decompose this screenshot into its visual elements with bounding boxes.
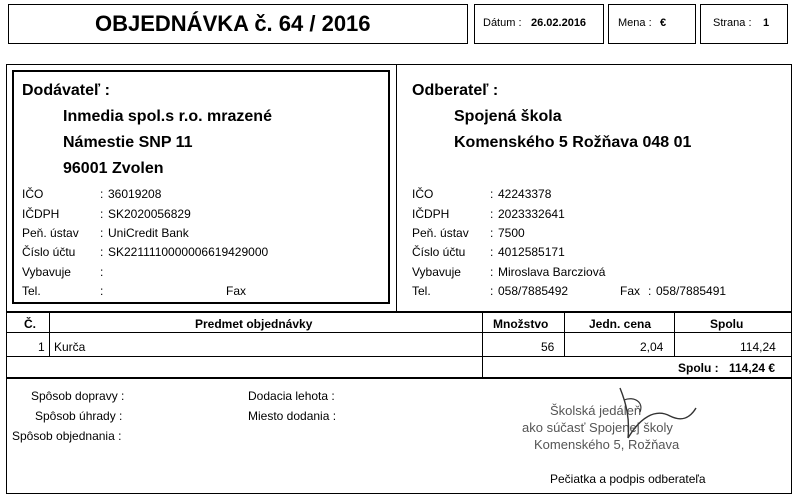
supplier-bank-value: UniCredit Bank xyxy=(108,226,189,240)
sum-value: 114,24 € xyxy=(729,361,776,375)
customer-fax-label: Fax xyxy=(620,284,641,298)
customer-ico-value: 42243378 xyxy=(498,187,552,201)
col-divider-1 xyxy=(49,312,50,356)
parties-divider xyxy=(396,64,397,312)
customer-heading: Odberateľ : xyxy=(412,82,499,99)
customer-account-value: 4012585171 xyxy=(498,245,565,259)
page-value: 1 xyxy=(763,17,770,29)
delivery-term-label: Dodacia lehota : xyxy=(248,389,335,403)
row-no: 1 xyxy=(38,340,45,354)
supplier-ico-value: 36019208 xyxy=(108,187,162,201)
customer-ico-label: IČO xyxy=(412,187,434,201)
supplier-city: 96001 Zvolen xyxy=(63,160,164,177)
supplier-ico-colon: : xyxy=(100,187,104,201)
col-divider-3 xyxy=(564,312,565,356)
supplier-heading: Dodávateľ : xyxy=(22,82,110,99)
col-header-total: Spolu xyxy=(710,317,744,331)
currency-value: € xyxy=(660,17,667,29)
customer-tel-value: 058/7885492 xyxy=(498,284,569,298)
customer-bank-colon: : xyxy=(490,226,494,240)
customer-bank-label: Peň. ústav xyxy=(412,226,469,240)
ordering-label: Spôsob objednania : xyxy=(12,429,122,443)
row-subject: Kurča xyxy=(54,340,86,354)
customer-ico-colon: : xyxy=(490,187,494,201)
customer-address: Komenského 5 Rožňava 048 01 xyxy=(454,134,692,151)
customer-tel-colon: : xyxy=(490,284,494,298)
supplier-icdph-colon: : xyxy=(100,207,104,221)
customer-icdph-label: IČDPH xyxy=(412,207,450,221)
row-total: 114,24 xyxy=(740,340,776,354)
date-value: 26.02.2016 xyxy=(531,17,587,29)
currency-label: Mena : xyxy=(618,17,652,29)
document-title: OBJEDNÁVKA č. 64 / 2016 xyxy=(95,11,371,36)
table-row-line xyxy=(6,356,792,357)
customer-icdph-value: 2023332641 xyxy=(498,207,565,221)
customer-bank-value: 7500 xyxy=(498,226,525,240)
supplier-icdph-value: SK2020056829 xyxy=(108,207,191,221)
supplier-street: Námestie SNP 11 xyxy=(63,134,193,151)
supplier-handler-label: Vybavuje xyxy=(22,265,71,279)
supplier-icdph-label: IČDPH xyxy=(22,207,60,221)
customer-fax-value: 058/7885491 xyxy=(656,284,727,298)
stamp-line-1: Školská jedáleň xyxy=(550,403,642,418)
customer-handler-colon: : xyxy=(490,265,494,279)
customer-fax-colon: : xyxy=(648,284,652,298)
supplier-account-value: SK2211110000006619429000 xyxy=(108,245,269,259)
delivery-place-label: Miesto dodania : xyxy=(248,409,337,423)
supplier-account-colon: : xyxy=(100,245,104,259)
payment-label: Spôsob úhrady : xyxy=(35,409,123,423)
stamp-line-2: ako súčasť Spojenej školy xyxy=(522,420,673,435)
row-qty: 56 xyxy=(541,340,555,354)
customer-tel-label: Tel. xyxy=(412,284,431,298)
supplier-handler-colon: : xyxy=(100,265,104,279)
customer-handler-value: Miroslava Barcziová xyxy=(498,265,606,279)
col-header-unit-price: Jedn. cena xyxy=(589,317,652,331)
signature-scribble xyxy=(600,378,710,458)
supplier-name: Inmedia spol.s r.o. mrazené xyxy=(63,108,272,125)
customer-account-label: Číslo účtu xyxy=(412,245,466,259)
sum-label: Spolu : xyxy=(678,361,719,375)
supplier-tel-label: Tel. xyxy=(22,284,41,298)
supplier-fax-label: Fax xyxy=(226,284,247,298)
date-label: Dátum : xyxy=(483,17,522,29)
signature-label: Pečiatka a podpis odberateľa xyxy=(550,472,706,486)
col-header-qty: Množstvo xyxy=(493,317,549,331)
col-divider-4 xyxy=(674,312,675,356)
supplier-bank-colon: : xyxy=(100,226,104,240)
customer-account-colon: : xyxy=(490,245,494,259)
customer-icdph-colon: : xyxy=(490,207,494,221)
supplier-ico-label: IČO xyxy=(22,187,44,201)
customer-handler-label: Vybavuje xyxy=(412,265,461,279)
col-divider-2 xyxy=(482,312,483,378)
col-header-subject: Predmet objednávky xyxy=(195,317,313,331)
col-header-no: Č. xyxy=(24,317,36,331)
stamp-line-3: Komenského 5, Rožňava xyxy=(534,437,680,452)
row-unit-price: 2,04 xyxy=(640,340,664,354)
customer-name: Spojená škola xyxy=(454,108,562,125)
supplier-account-label: Číslo účtu xyxy=(22,245,76,259)
transport-label: Spôsob dopravy : xyxy=(31,389,125,403)
supplier-bank-label: Peň. ústav xyxy=(22,226,79,240)
page-label: Strana : xyxy=(713,17,752,29)
supplier-tel-colon: : xyxy=(100,284,104,298)
